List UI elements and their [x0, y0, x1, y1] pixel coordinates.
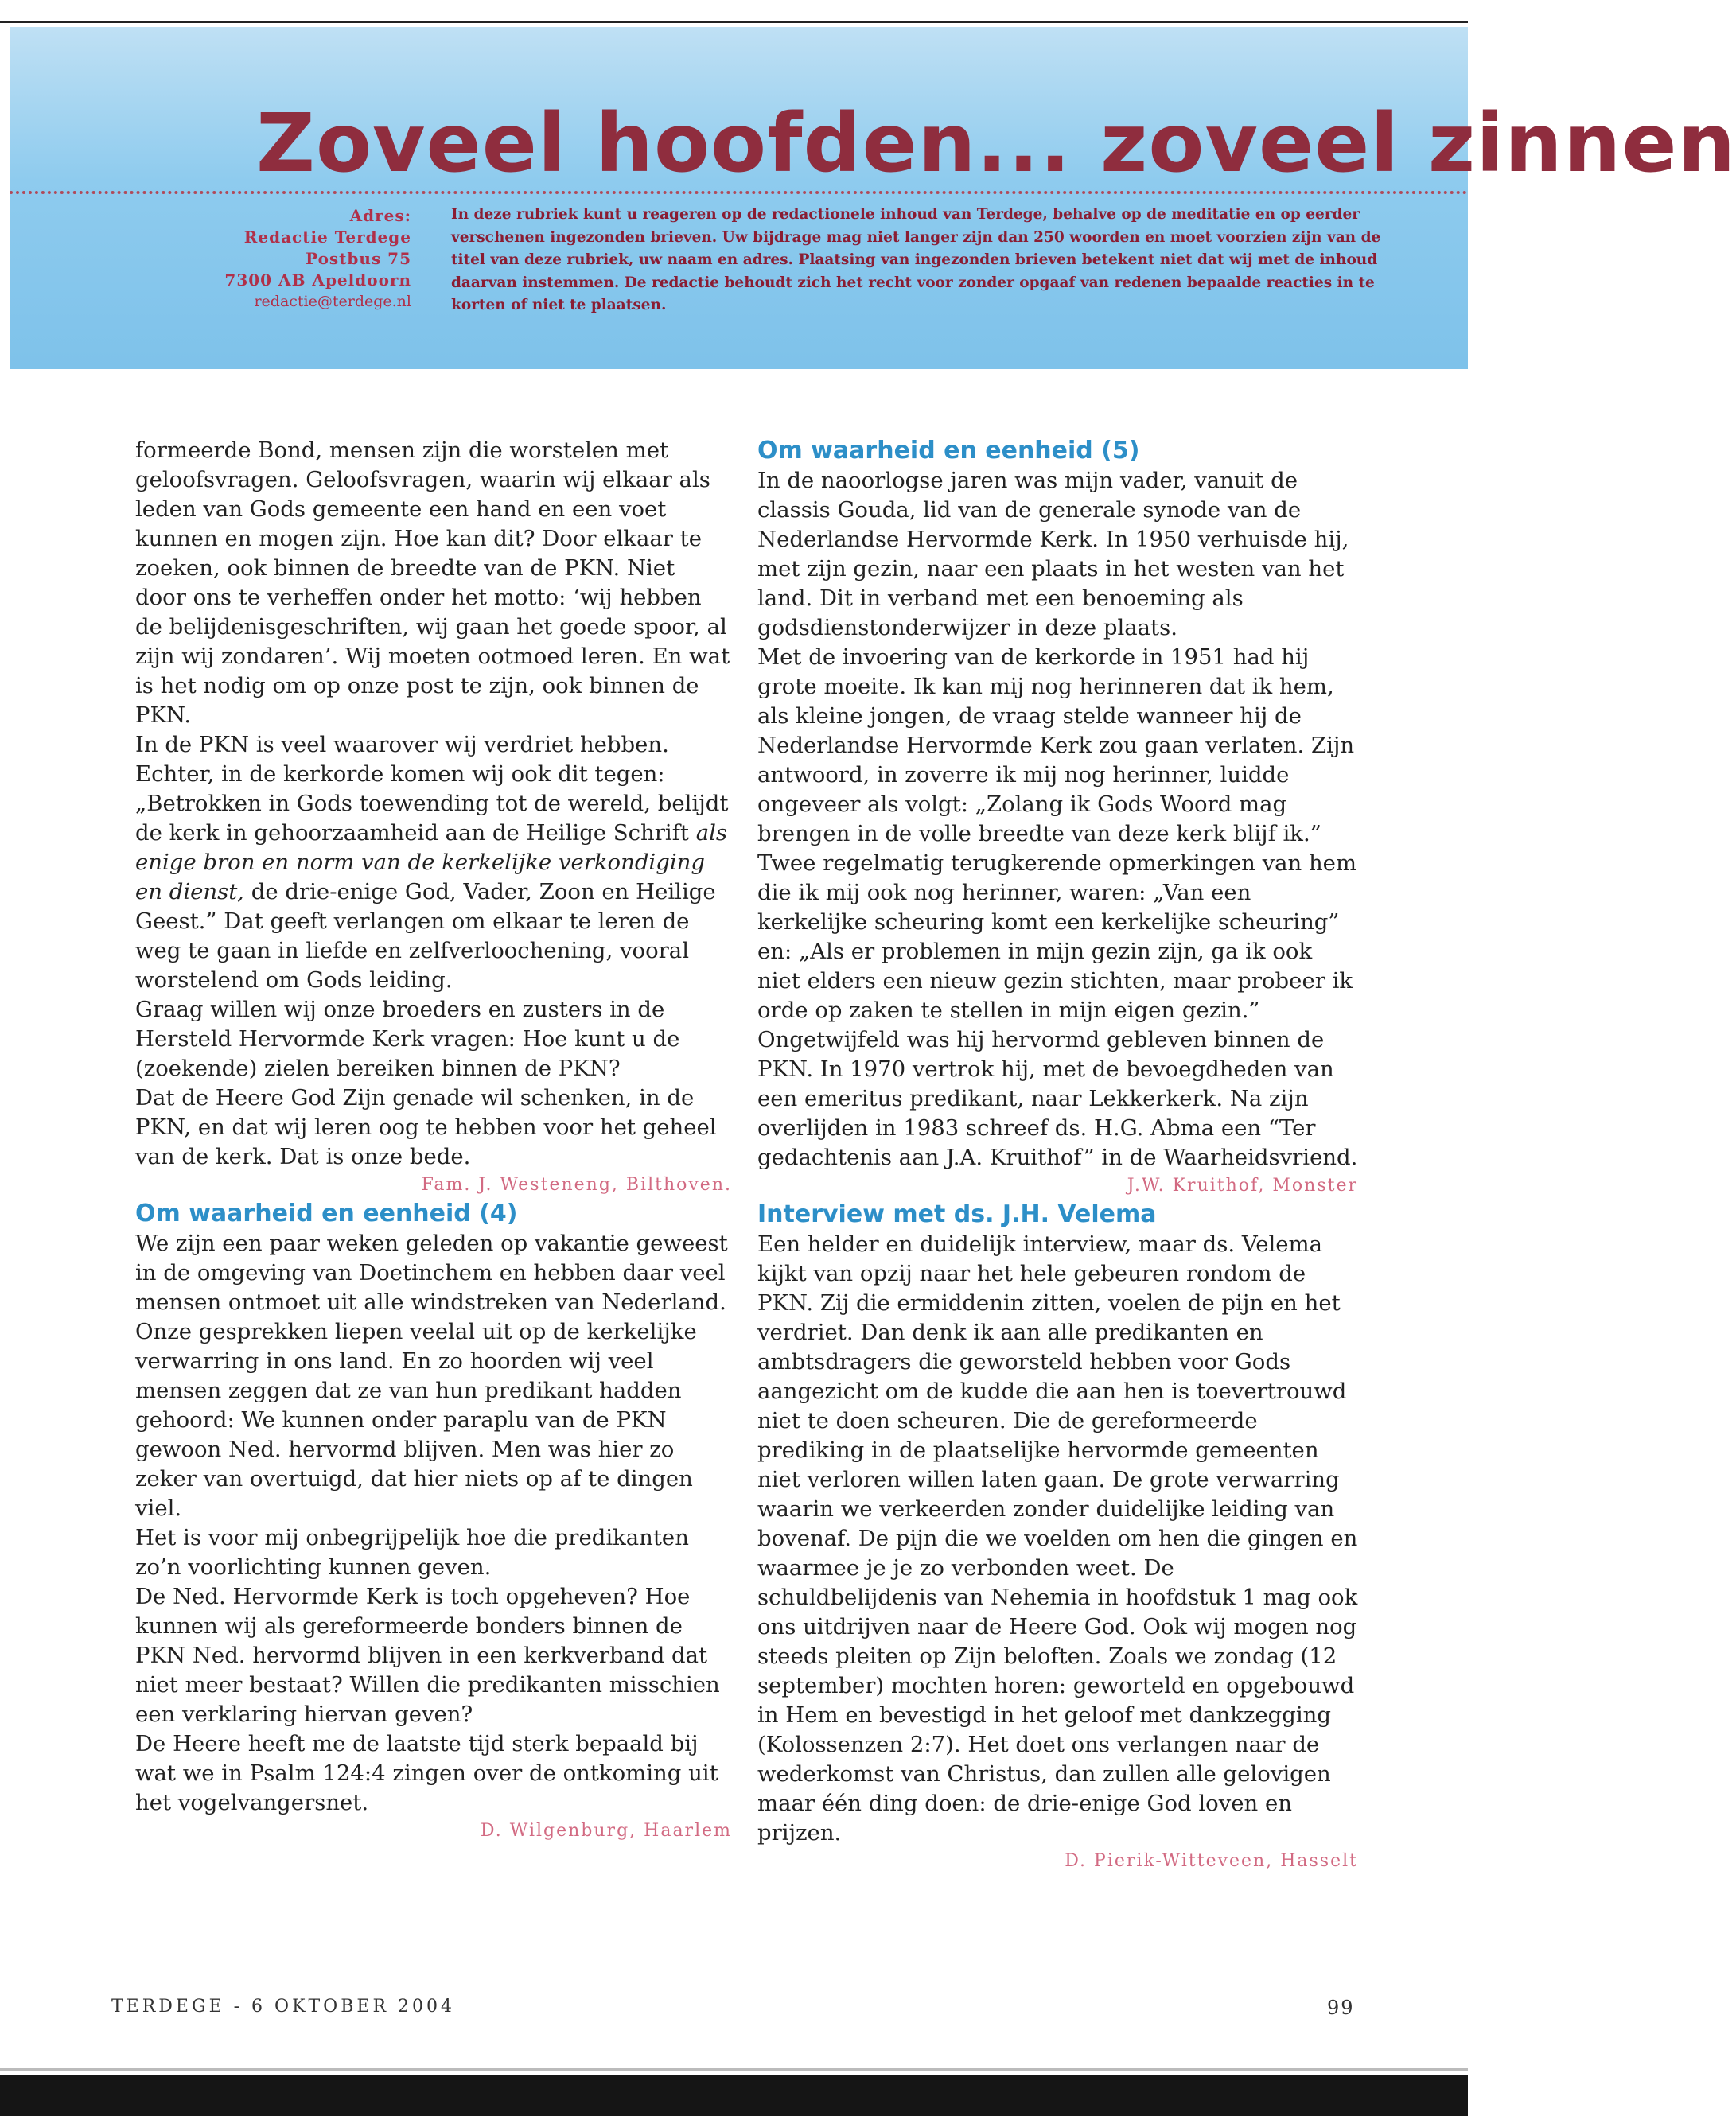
right-column: [757, 436, 1358, 1875]
address-line3: 7300 AB Apeldoorn: [224, 270, 411, 290]
intro-text: In deze rubriek kunt u reageren op de redactionele inhoud van Terdege, behalve op de meditatie en op eerder verschenen ingezonden brieven. Uw bijdrage mag niet langer zijn dan 250 woorden en moet voorzien zijn van de titel van deze rubriek, uw naam en adres. Plaatsing van ingezonden brieven betekent niet dat wij met de inhoud daarvan instemmen. De redactie behoudt zich het recht voor zonder opgaaf van redenen bepaalde reacties in te korten of niet te plaatsen.: [451, 206, 1381, 313]
address-label: Adres:: [349, 206, 411, 225]
address-line2: Postbus 75: [306, 249, 411, 268]
letter1-italic-quote: als enige bron en norm van de kerkelijke verkondiging en dienst,: [135, 820, 727, 904]
letter3-paragraph: Met de invoering van de kerkorde in 1951 had hij grote moeite. Ik kan mij nog herinneren dat ik hem, als kleine jongen, de vraag stelde wanneer hij de Nederlandse Hervormde Kerk zou gaan verlaten. Zijn antwoord, in zoverre ik mij nog herinner, luidde ongeveer als volgt: „Zolang ik Gods Woord mag brengen in de volle breedte van deze kerk blijf ik.” Twee regelmatig terugkerende opmerkingen van hem die ik mij ook nog herinner, waren: „Van een kerkelijke scheuring komt een kerkelijke scheuring” en: „Als er problemen in mijn gezin zijn, ga ik ook niet elders een nieuw gezin stichten, maar probeer ik orde op zaken te stellen in mijn eigen gezin.”: [757, 644, 1357, 1023]
letter1-paragraph: Graag willen wij onze broeders en zusters in de Hersteld Hervormde Kerk vragen: Hoe kunt u de (zoekende) zielen bereiken binnen de PKN?: [135, 997, 680, 1081]
letter3-heading: Om waarheid en eenheid (5): [757, 437, 1140, 465]
letter2-heading: Om waarheid en eenheid (4): [135, 1200, 518, 1227]
address-email[interactable]: redactie@terdege.nl: [254, 293, 411, 310]
title-divider: [10, 191, 1468, 194]
letter1-signature: Fam. J. Westeneng, Bilthoven.: [421, 1175, 732, 1195]
letter1-paragraph: [135, 730, 732, 995]
address-line1: Redactie Terdege: [243, 228, 411, 247]
left-column: [135, 436, 732, 1845]
letter1-text: de drie-enige God, Vader, Zoon en Heilige Geest.” Dat geeft verlangen om elkaar te leren de weg te gaan in liefde en zelfverloochening, vooral worstelend om Gods leiding.: [135, 879, 716, 993]
address-block: [203, 205, 411, 313]
letter3-paragraph: In de naoorlogse jaren was mijn vader, vanuit de classis Gouda, lid van de generale synode van de Nederlandse Hervormde Kerk. In 1950 verhuisde hij, met zijn gezin, naar een plaats in het westen van het land. Dit in verband met een benoeming als godsdienstonderwijzer in deze plaats.: [757, 468, 1349, 640]
letter4-signature: D. Pierik-Witteveen, Hasselt: [1065, 1851, 1358, 1871]
letter2-signature: D. Wilgenburg, Haarlem: [480, 1821, 732, 1841]
footer-publication: TERDEGE - 6 OKTOBER 2004: [111, 1997, 455, 2017]
letter4-paragraph: Een helder en duidelijk interview, maar ds. Velema kijkt van opzij naar het hele gebeuren rondom de PKN. Zij die ermiddenin zitten, voelen de pijn en het verdriet. Dan denk ik aan alle predikanten en ambtsdragers die geworsteld hebben voor Gods aangezicht om de kudde die aan hen is toevertrouwd niet te doen scheuren. Die de gereformeerde prediking in de plaatselijke hervormde gemeenten niet verloren willen laten gaan. De grote verwarring waarin we verkeerden zonder duidelijke leiding van bovenaf. De pijn die we voelden om hen die gingen en waarmee je je zo verbonden weet. De schuldbelijdenis van Nehemia in hoofdstuk 1 mag ook ons uitdrijven naar de Heere God. Ook wij mogen nog steeds pleiten op Zijn beloften. Zoals we zondag (12 september) mochten horen: geworteld en opgebouwd in Hem en bevestigd in het geloof met dankzegging (Kolossenzen 2:7). Het doet ons verlangen naar de wederkomst van Christus, dan zullen alle gelovigen maar één ding doen: de drie-enige God loven en prijzen.: [757, 1231, 1358, 1846]
letter2-paragraph: De Ned. Hervormde Kerk is toch opgeheven? Hoe kunnen wij als gereformeerde bonders binnen de PKN Ned. hervormd blijven in een kerkverband dat niet meer bestaat? Willen die predikanten misschien een verklaring hiervan geven?: [135, 1584, 720, 1727]
letter2-paragraph: We zijn een paar weken geleden op vakantie geweest in de omgeving van Doetinchem en hebben daar veel mensen ontmoet uit alle windstreken van Nederland. Onze gesprekken liepen veelal uit op de kerkelijke verwarring in ons land. En zo hoorden wij veel mensen zeggen dat ze van hun predikant hadden gehoord: We kunnen onder paraplu van de PKN gewoon Ned. hervormd blijven. Men was hier zo zeker van overtuigd, dat hier niets op af te dingen viel.: [135, 1231, 728, 1521]
letter3-signature: J.W. Kruithof, Monster: [1127, 1176, 1358, 1196]
page-title: Zoveel hoofden... zoveel zinnen: [256, 96, 1736, 191]
letter1-paragraph: formeerde Bond, mensen zijn die worstelen met geloofsvragen. Geloofsvragen, waarin wij elkaar als leden van Gods gemeente een hand en een voet kunnen en mogen zijn. Hoe kan dit? Door elkaar te zoeken, ook binnen de breedte van de PKN. Niet door ons te verheffen onder het motto: ‘wij hebben de belijdenisgeschriften, wij gaan het goede spoor, al zijn wij zondaren’. Wij moeten ootmoed leren. En wat is het nodig om op onze post te zijn, ook binnen de PKN.: [135, 438, 730, 728]
header-band: [10, 27, 1736, 369]
bottom-bar: [0, 2075, 1468, 2116]
letter3-paragraph: Ongetwijfeld was hij hervormd gebleven binnen de PKN. In 1970 vertrok hij, met de bevoegdheden van een emeritus predikant, naar Lekkerkerk. Na zijn overlijden in 1983 schreef ds. H.G. Abma een “Ter gedachtenis aan J.A. Kruithof” in de Waarheidsvriend.: [757, 1027, 1358, 1170]
letter2-paragraph: Het is voor mij onbegrijpelijk hoe die predikanten zo’n voorlichting kunnen geven.: [135, 1525, 689, 1580]
top-rule: [0, 0, 1468, 27]
letter1-paragraph: Dat de Heere God Zijn genade wil schenken, in de PKN, en dat wij leren oog te hebben voor het geheel van de kerk. Dat is onze bede.: [135, 1085, 717, 1169]
letter1-text: In de PKN is veel waarover wij verdriet hebben. Echter, in de kerkorde komen wij ook dit tegen: „Betrokken in Gods toewending tot de wereld, belijdt de kerk in gehoorzaamheid aan de Heilige Schrift: [135, 732, 729, 846]
letter2-paragraph: De Heere heeft me de laatste tijd sterk bepaald bij wat we in Psalm 124:4 zingen over de ontkoming uit het vogelvangersnet.: [135, 1731, 718, 1815]
letter4-heading: Interview met ds. J.H. Velema: [757, 1200, 1157, 1228]
bottom-rule: [0, 2068, 1468, 2071]
page-number: 99: [1327, 1997, 1355, 2019]
